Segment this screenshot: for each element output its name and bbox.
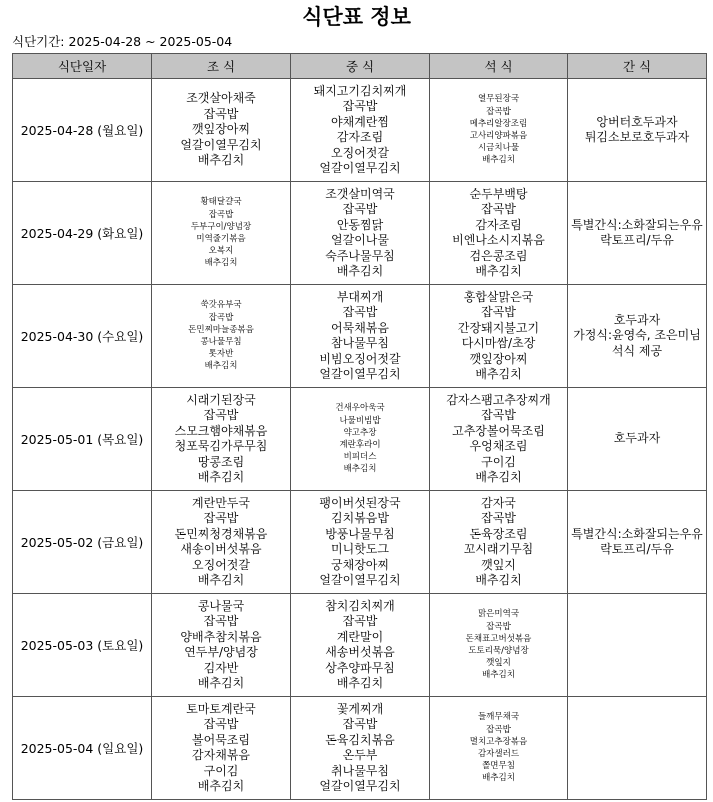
dinner-item: 배추김치 — [475, 367, 522, 381]
breakfast-item: 배추김치 — [204, 361, 238, 372]
snack-item: 앙버터호두과자 — [596, 114, 678, 129]
lunch-item: 오징어젓갈 — [331, 145, 389, 160]
meal-date: 2025-05-02 (금요일) — [13, 491, 152, 594]
breakfast-item: 배추김치 — [197, 779, 245, 793]
table-row — [13, 79, 707, 182]
lunch-item: 잡곡밥 — [342, 717, 378, 731]
breakfast-item: 황태달걀국 — [200, 197, 242, 208]
breakfast-item: 돈민찌마늘종볶음 — [188, 324, 254, 335]
table-header-row — [13, 54, 707, 79]
breakfast-item: 배추김치 — [204, 258, 238, 269]
snack-cell — [568, 491, 707, 594]
dinner-cell — [430, 182, 568, 285]
table-row — [13, 388, 707, 491]
dinner-item: 열무된장국 — [477, 94, 520, 105]
dinner-cell — [430, 697, 568, 800]
breakfast-cell — [152, 491, 291, 594]
dinner-cell — [430, 388, 568, 491]
breakfast-cell — [152, 697, 291, 800]
dinner-item: 잡곡밥 — [486, 106, 511, 117]
snack-item: 석식 제공 — [611, 343, 663, 358]
snack-item: 특별간식:소화잘되는우유 — [571, 526, 703, 541]
snack-item: 호두과자 — [613, 312, 661, 327]
lunch-item: 배추김치 — [336, 264, 384, 278]
breakfast-item: 새송이버섯볶음 — [180, 542, 262, 556]
lunch-cell — [291, 285, 430, 388]
snack-cell — [568, 182, 707, 285]
snack-cell — [568, 79, 707, 182]
breakfast-cell — [152, 285, 291, 388]
dinner-item: 돈육장조림 — [469, 526, 528, 541]
breakfast-item: 배추김치 — [197, 153, 245, 168]
breakfast-item: 톳자반 — [208, 349, 234, 360]
snack-item: 호두과자 — [613, 431, 661, 446]
breakfast-item: 청포묵김가루무침 — [174, 439, 268, 453]
breakfast-item: 쑥갓유부국 — [200, 300, 242, 311]
dinner-item: 깻잎장아찌 — [469, 351, 528, 366]
header-breakfast: 조 식 — [152, 54, 291, 79]
dinner-item: 고사리양파볶음 — [469, 131, 528, 141]
dinner-item: 우엉채조림 — [469, 439, 528, 453]
lunch-item: 안동찜닭 — [336, 217, 384, 232]
dinner-item: 배추김치 — [475, 470, 522, 484]
meal-date: 2025-04-30 (수요일) — [13, 285, 152, 388]
dinner-item: 배추김치 — [482, 773, 515, 784]
dinner-item: 깻잎지 — [481, 557, 516, 572]
dinner-item: 배추김치 — [482, 155, 515, 166]
breakfast-cell — [152, 79, 291, 182]
lunch-item: 얼갈이열무김치 — [319, 573, 401, 587]
breakfast-item: 조갯살아채죽 — [186, 91, 256, 106]
breakfast-item: 스모크햄야채볶음 — [174, 423, 268, 438]
snack-cell — [568, 697, 707, 800]
header-lunch: 중 식 — [291, 54, 430, 79]
breakfast-item: 계란만두국 — [192, 495, 250, 510]
dinner-item: 배추김치 — [475, 573, 522, 587]
breakfast-item: 감자채볶음 — [192, 748, 250, 762]
lunch-item: 약고추장 — [343, 427, 377, 438]
lunch-item: 온두부 — [342, 748, 378, 762]
meal-table — [12, 53, 707, 800]
table-row — [13, 182, 707, 285]
lunch-cell — [291, 79, 430, 182]
breakfast-item: 구이김 — [203, 763, 239, 778]
lunch-item: 계란후라이 — [339, 440, 381, 450]
breakfast-cell — [152, 388, 291, 491]
breakfast-item: 잡곡밥 — [203, 717, 239, 731]
dinner-item: 맑은미역국 — [477, 609, 520, 620]
lunch-item: 야채계란찜 — [331, 114, 389, 129]
breakfast-item: 배추김치 — [197, 470, 245, 484]
lunch-item: 감자조림 — [336, 130, 384, 144]
lunch-item: 새송버섯볶음 — [325, 645, 395, 659]
dinner-item: 배추김치 — [482, 670, 515, 681]
breakfast-item: 잡곡밥 — [203, 408, 239, 422]
dinner-item: 잡곡밥 — [481, 202, 516, 216]
dinner-item: 고추장볼어묵조림 — [452, 423, 545, 438]
breakfast-item: 배추김치 — [197, 573, 245, 587]
snack-item: 가정식:윤영숙, 조은미님 — [573, 328, 701, 343]
lunch-item: 배추김치 — [343, 464, 377, 475]
lunch-item: 방풍나물무침 — [325, 526, 395, 541]
table-row — [13, 594, 707, 697]
lunch-item: 얼갈이열무김치 — [319, 161, 401, 175]
dinner-item: 검은콩조림 — [469, 248, 528, 263]
dinner-cell — [430, 491, 568, 594]
breakfast-item: 연두부/양념장 — [184, 645, 258, 659]
lunch-cell — [291, 491, 430, 594]
snack-cell — [568, 285, 707, 388]
lunch-item: 잡곡밥 — [342, 99, 378, 113]
lunch-item: 비피더스 — [343, 452, 377, 463]
dinner-item: 비엔나소시지볶음 — [452, 233, 545, 247]
lunch-item: 숙주나물무침 — [325, 248, 395, 263]
lunch-item: 팽이버섯된장국 — [319, 495, 401, 510]
dinner-item: 들깨무채국 — [477, 712, 520, 723]
dinner-item: 다시마쌈/초장 — [461, 336, 536, 350]
dinner-item: 감자국 — [481, 495, 516, 510]
breakfast-item: 양배추참치볶음 — [180, 629, 262, 644]
lunch-item: 나물비빔밥 — [339, 415, 381, 426]
lunch-item: 어묵채볶음 — [331, 320, 389, 335]
breakfast-item: 잡곡밥 — [203, 614, 239, 628]
dinner-item: 잡곡밥 — [486, 621, 511, 632]
lunch-item: 상추양파무침 — [325, 660, 395, 675]
dinner-item: 구이김 — [481, 454, 516, 469]
dinner-item: 쫄면무침 — [482, 761, 515, 772]
snack-item: 튀김소보로호두과자 — [584, 130, 690, 144]
dinner-item: 홍합살맑은국 — [463, 289, 534, 304]
lunch-item: 참나물무침 — [331, 336, 389, 350]
snack-item: 락토프리/두유 — [600, 542, 674, 556]
breakfast-item: 돈민찌청경채볶음 — [174, 526, 268, 541]
header-date: 식단일자 — [13, 54, 152, 79]
dinner-item: 잡곡밥 — [481, 408, 516, 422]
dinner-cell — [430, 79, 568, 182]
lunch-item: 꽃게찌개 — [336, 701, 384, 716]
lunch-item: 잡곡밥 — [342, 202, 378, 216]
dinner-item: 배추김치 — [475, 264, 522, 278]
dinner-item: 간장돼지불고기 — [457, 320, 540, 335]
lunch-item: 배추김치 — [336, 676, 384, 690]
dinner-item: 멸치고추장볶음 — [469, 736, 528, 747]
dinner-item: 순두부백탕 — [469, 186, 528, 201]
lunch-cell — [291, 594, 430, 697]
meal-date: 2025-05-01 (목요일) — [13, 388, 152, 491]
meal-date: 2025-04-28 (월요일) — [13, 79, 152, 182]
dinner-item: 메추리알장조림 — [469, 118, 528, 129]
dinner-item: 감자샐러드 — [477, 749, 520, 759]
header-snack: 간 식 — [568, 54, 707, 79]
lunch-item: 건새우아욱국 — [335, 403, 385, 414]
lunch-item: 부대찌개 — [336, 289, 384, 304]
breakfast-item: 깻잎장아찌 — [192, 122, 250, 137]
breakfast-item: 두부구이/양념장 — [190, 221, 252, 232]
breakfast-item: 미역줄기볶음 — [196, 234, 246, 244]
meal-date: 2025-04-29 (화요일) — [13, 182, 152, 285]
breakfast-item: 잡곡밥 — [203, 106, 239, 121]
dinner-item: 시금치나물 — [477, 143, 520, 154]
lunch-item: 계란말이 — [336, 629, 384, 644]
lunch-cell — [291, 182, 430, 285]
table-row — [13, 491, 707, 594]
lunch-item: 얼갈이열무김치 — [319, 367, 401, 381]
lunch-item: 잡곡밥 — [342, 614, 378, 628]
lunch-item: 얼갈이열무김치 — [319, 779, 401, 793]
meal-period: 식단기간: 2025-04-28 ~ 2025-05-04 — [12, 34, 233, 49]
dinner-item: 감자스팸고추장찌개 — [446, 392, 551, 407]
lunch-cell — [291, 388, 430, 491]
breakfast-item: 배추김치 — [197, 676, 245, 690]
page-title: 식단표 정보 — [302, 5, 411, 29]
breakfast-item: 콩나물무침 — [200, 337, 242, 347]
breakfast-item: 잡곡밥 — [203, 511, 239, 525]
lunch-item: 얼갈이나물 — [331, 233, 389, 247]
dinner-item: 깻잎지 — [486, 658, 511, 669]
header-dinner: 석 식 — [430, 54, 568, 79]
lunch-item: 김치볶음밥 — [331, 511, 389, 525]
breakfast-item: 잡곡밥 — [208, 312, 234, 323]
snack-item: 락토프리/두유 — [600, 233, 674, 247]
breakfast-item: 땅콩조림 — [197, 454, 245, 469]
lunch-cell — [291, 697, 430, 800]
lunch-item: 미니핫도그 — [331, 542, 389, 556]
meal-date: 2025-05-03 (토요일) — [13, 594, 152, 697]
dinner-item: 잡곡밥 — [481, 511, 516, 525]
lunch-item: 돼지고기김치찌개 — [313, 83, 407, 98]
snack-item: 특별간식:소화잘되는우유 — [571, 217, 703, 232]
dinner-item: 도토리묵/양념장 — [468, 646, 529, 656]
lunch-item: 비빔오징어젓갈 — [319, 351, 401, 366]
breakfast-item: 토마토계란국 — [186, 701, 256, 716]
breakfast-item: 잡곡밥 — [208, 209, 234, 220]
breakfast-item: 얼갈이열무김치 — [180, 137, 262, 152]
breakfast-cell — [152, 594, 291, 697]
lunch-item: 조갯살미역국 — [325, 186, 395, 201]
lunch-item: 참치김치찌개 — [325, 598, 395, 613]
meal-date: 2025-05-04 (일요일) — [13, 697, 152, 800]
dinner-cell — [430, 285, 568, 388]
lunch-item: 잡곡밥 — [342, 305, 378, 319]
snack-cell — [568, 594, 707, 697]
breakfast-item: 볼어묵조림 — [192, 732, 250, 747]
breakfast-item: 콩나물국 — [197, 598, 245, 613]
dinner-item: 감자조림 — [475, 217, 522, 232]
snack-cell — [568, 388, 707, 491]
breakfast-cell — [152, 182, 291, 285]
lunch-item: 돈육김치볶음 — [325, 732, 395, 747]
table-row — [13, 697, 707, 800]
breakfast-item: 시래기된장국 — [186, 392, 256, 407]
dinner-cell — [430, 594, 568, 697]
breakfast-item: 김자반 — [203, 660, 239, 675]
dinner-item: 잡곡밥 — [486, 724, 511, 735]
breakfast-item: 오징어젓갈 — [192, 557, 250, 572]
breakfast-item: 오복지 — [208, 246, 234, 257]
lunch-item: 취나물무침 — [331, 763, 389, 778]
table-row — [13, 285, 707, 388]
lunch-item: 궁채장아찌 — [331, 557, 389, 572]
dinner-item: 돈채표고버섯볶음 — [465, 633, 532, 644]
dinner-item: 잡곡밥 — [481, 305, 516, 319]
dinner-item: 꼬시래기무침 — [463, 542, 534, 556]
